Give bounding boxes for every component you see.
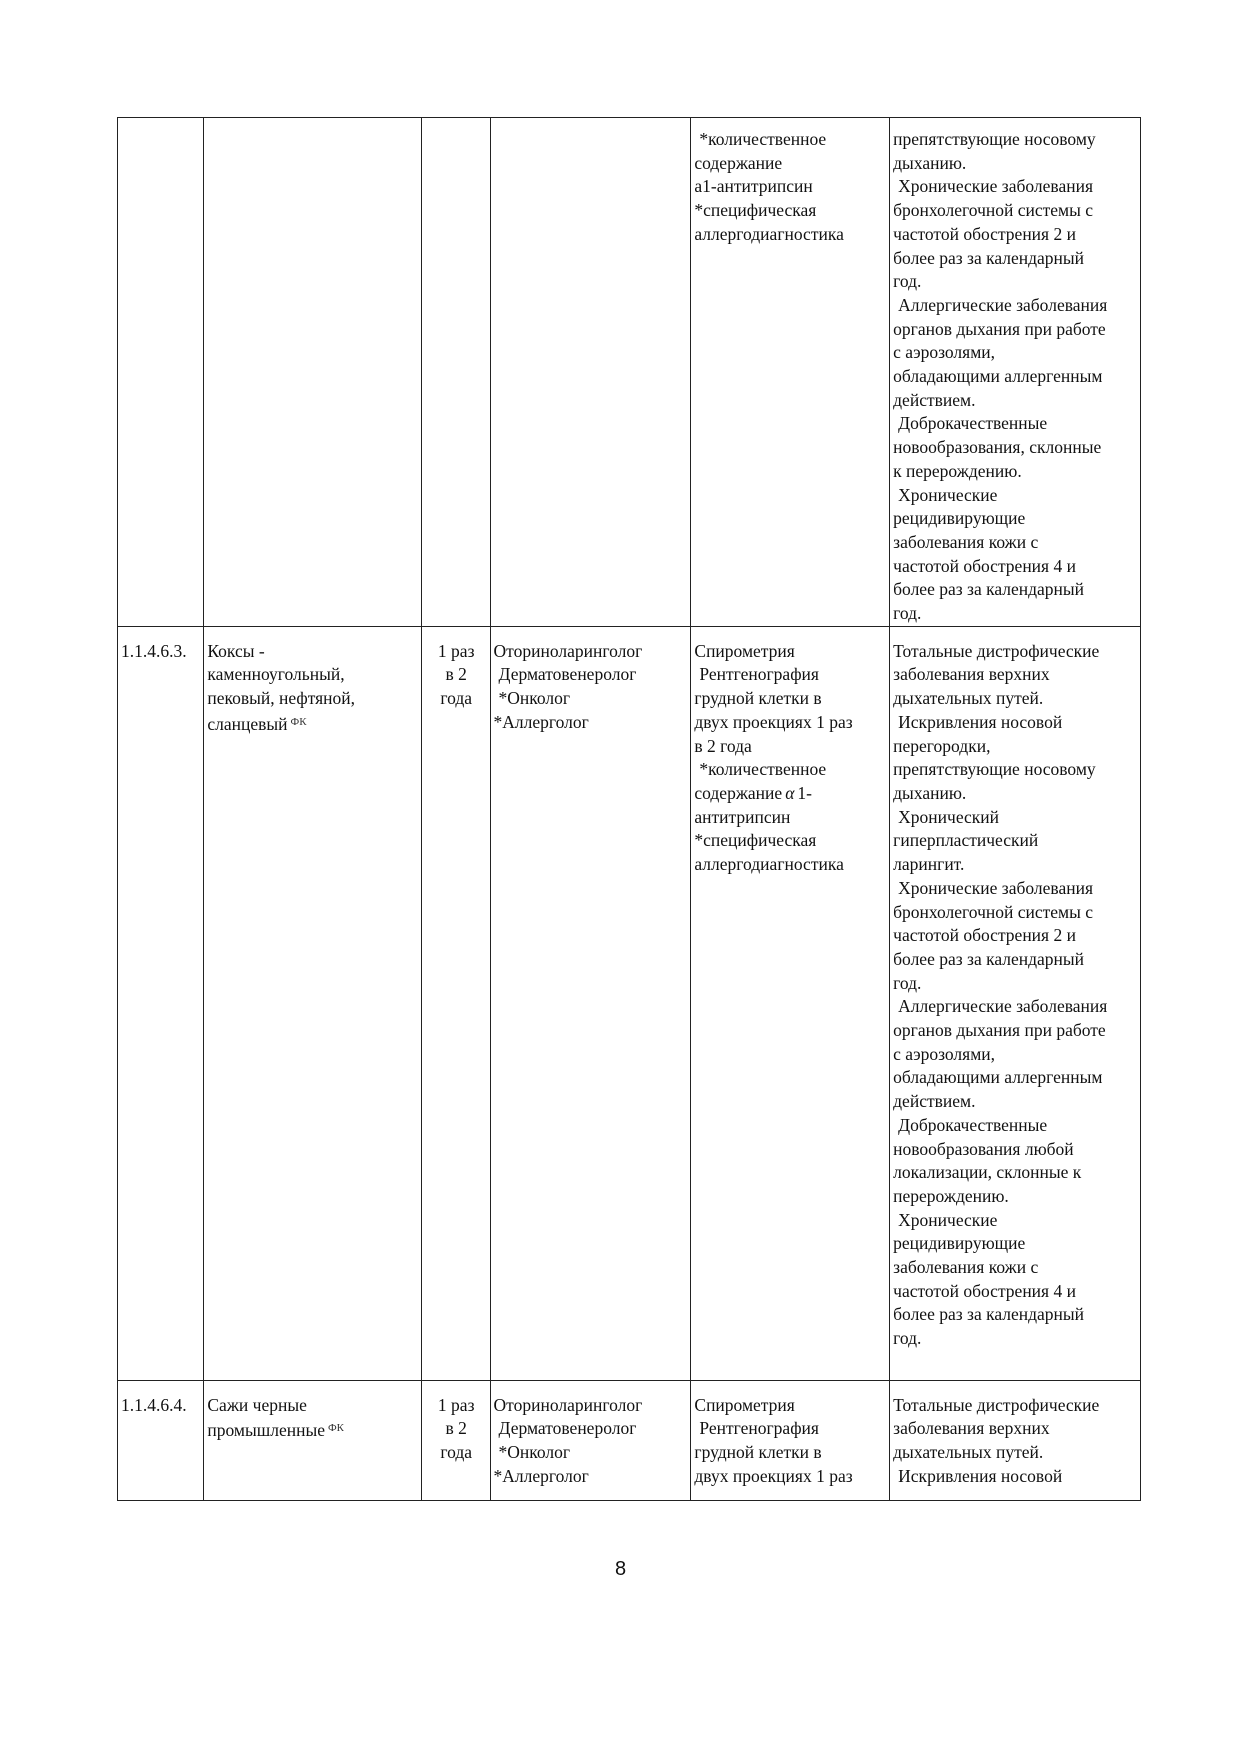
contraindication-line: ларингит. bbox=[893, 854, 965, 875]
contraindication-line: Тотальные дистрофические bbox=[893, 1394, 1100, 1415]
periodicity-line: 1 раз bbox=[437, 1394, 475, 1415]
contraindication-line: более раз за календарный bbox=[893, 579, 1085, 600]
specialists-cell bbox=[490, 1380, 691, 1500]
contraindication-line: препятствующие носовому bbox=[893, 759, 1096, 780]
contraindication-line: год. bbox=[893, 271, 922, 292]
research-line: содержание bbox=[694, 152, 783, 173]
row-code: 1.1.4.6.4. bbox=[121, 1394, 187, 1415]
research-line: антитрипсин bbox=[694, 806, 791, 827]
factor-name-line: сланцевый bbox=[207, 713, 288, 734]
contraindication-line: частотой обострения 2 и bbox=[893, 925, 1076, 946]
research-line: *количественное bbox=[699, 129, 827, 149]
factor-name-line: промышленные bbox=[207, 1420, 325, 1441]
research-line: Рентгенография bbox=[699, 664, 819, 685]
contraindication-line: бронхолегочной системы с bbox=[893, 200, 1094, 221]
factor-name-cell bbox=[204, 118, 422, 627]
contraindication-line: Искривления носовой bbox=[898, 1465, 1063, 1486]
contraindication-line: органов дыхания при работе bbox=[893, 1020, 1106, 1041]
specialist-line: *Аллерголог bbox=[493, 1465, 589, 1486]
factor-name-line: пековый, нефтяной, bbox=[207, 688, 356, 709]
factor-name-cell bbox=[204, 626, 422, 1380]
contraindication-line: гиперпластический bbox=[893, 830, 1039, 851]
table-row bbox=[118, 626, 1141, 1380]
contraindication-line: Хронический bbox=[898, 806, 1000, 827]
periodicity-cell bbox=[421, 626, 490, 1380]
contraindication-line: обладающими аллергенным bbox=[893, 1067, 1103, 1088]
research-cell bbox=[691, 1380, 890, 1500]
contraindication-line: частотой обострения 4 и bbox=[893, 1280, 1076, 1301]
periodicity-line: в 2 bbox=[445, 1418, 467, 1439]
contraindication-line: локализации, склонные к bbox=[893, 1162, 1082, 1183]
contraindication-line: препятствующие носовому bbox=[893, 129, 1096, 149]
research-line: *количественное bbox=[699, 759, 827, 780]
code-cell bbox=[118, 1380, 204, 1500]
contraindication-line: заболевания верхних bbox=[893, 664, 1050, 685]
code-cell bbox=[118, 626, 204, 1380]
contraindications-cell bbox=[890, 1380, 1141, 1500]
contraindication-line: перегородки, bbox=[893, 735, 991, 756]
research-line: двух проекциях 1 раз bbox=[694, 711, 853, 732]
contraindication-line: органов дыхания при работе bbox=[893, 318, 1106, 339]
specialist-line: Дерматовенеролог bbox=[498, 1418, 637, 1439]
contraindication-line: рецидивирующие bbox=[893, 1233, 1026, 1254]
table-row bbox=[118, 1380, 1141, 1500]
contraindication-line: Хронические bbox=[898, 484, 998, 505]
alpha-suffix: 1- bbox=[797, 782, 812, 803]
code-cell bbox=[118, 118, 204, 627]
contraindication-line: новообразования любой bbox=[893, 1138, 1074, 1159]
contraindication-line: Тотальные дистрофические bbox=[893, 640, 1100, 661]
periodicity-cell bbox=[421, 118, 490, 627]
contraindication-line: с аэрозолями, bbox=[893, 1043, 996, 1064]
table-row bbox=[118, 118, 1141, 627]
research-line: а1-антитрипсин bbox=[694, 176, 813, 197]
research-line: Спирометрия bbox=[694, 640, 795, 661]
factor-name-line: Коксы - bbox=[207, 640, 265, 661]
specialist-line: *Онколог bbox=[498, 688, 571, 709]
research-cell bbox=[691, 626, 890, 1380]
periodicity-line: в 2 bbox=[445, 664, 467, 685]
contraindication-line: обладающими аллергенным bbox=[893, 366, 1103, 387]
contraindication-line: новообразования, склонные bbox=[893, 437, 1102, 458]
contraindication-line: дыханию. bbox=[893, 782, 967, 803]
contraindications-cell bbox=[890, 118, 1141, 627]
research-line: грудной клетки в bbox=[694, 1442, 822, 1463]
contraindication-line: рецидивирующие bbox=[893, 508, 1026, 529]
specialist-line: Оториноларинголог bbox=[493, 1394, 643, 1415]
contraindication-line: Искривления носовой bbox=[898, 711, 1063, 732]
contraindication-line: Хронические заболевания bbox=[898, 176, 1093, 197]
specialists-cell bbox=[490, 626, 691, 1380]
fk-mark: ФК bbox=[327, 1422, 345, 1435]
contraindication-line: год. bbox=[893, 603, 922, 624]
contraindication-line: более раз за календарный bbox=[893, 1304, 1085, 1325]
research-line: *специфическая bbox=[694, 200, 817, 221]
contraindication-line: год. bbox=[893, 1328, 922, 1349]
factor-name-line: каменноугольный, bbox=[207, 664, 345, 685]
periodicity-line: года bbox=[440, 1442, 473, 1463]
contraindication-line: более раз за календарный bbox=[893, 948, 1085, 969]
factor-name-line: Сажи черные bbox=[207, 1394, 307, 1415]
research-line: аллергодиагностика bbox=[694, 854, 844, 875]
specialist-line: Оториноларинголог bbox=[493, 640, 643, 661]
contraindication-line: с аэрозолями, bbox=[893, 342, 996, 363]
specialist-line: Дерматовенеролог bbox=[498, 664, 637, 685]
specialist-line: *Аллерголог bbox=[493, 711, 589, 732]
contraindication-line: заболевания кожи с bbox=[893, 531, 1039, 552]
factor-name-cell bbox=[204, 1380, 422, 1500]
research-line: Рентгенография bbox=[699, 1418, 819, 1439]
contraindication-line: дыханию. bbox=[893, 152, 967, 173]
contraindication-line: заболевания кожи с bbox=[893, 1257, 1039, 1278]
contraindication-line: частотой обострения 2 и bbox=[893, 223, 1076, 244]
contraindication-line: Аллергические заболевания bbox=[898, 996, 1108, 1017]
research-cell bbox=[691, 118, 890, 627]
contraindication-line: Аллергические заболевания bbox=[898, 294, 1108, 315]
page-number: 8 bbox=[614, 1558, 627, 1580]
research-line: двух проекциях 1 раз bbox=[694, 1465, 853, 1486]
contraindication-line: частотой обострения 4 и bbox=[893, 555, 1076, 576]
contraindication-line: бронхолегочной системы с bbox=[893, 901, 1094, 922]
periodicity-line: 1 раз bbox=[437, 640, 475, 661]
research-line: *специфическая bbox=[694, 830, 817, 851]
periodicity-line: года bbox=[440, 688, 473, 709]
contraindication-line: Хронические заболевания bbox=[898, 877, 1093, 898]
alpha-symbol: α bbox=[785, 782, 795, 803]
periodicity-cell bbox=[421, 1380, 490, 1500]
row-code: 1.1.4.6.3. bbox=[121, 640, 187, 661]
specialists-cell bbox=[490, 118, 691, 627]
research-line: в 2 года bbox=[694, 735, 752, 756]
contraindication-line: действием. bbox=[893, 1091, 976, 1112]
research-line: Спирометрия bbox=[694, 1394, 795, 1415]
contraindication-line: более раз за календарный bbox=[893, 247, 1085, 268]
contraindication-line: дыхательных путей. bbox=[893, 1442, 1044, 1463]
research-line: содержание bbox=[694, 782, 783, 803]
fk-mark: ФК bbox=[290, 715, 307, 728]
contraindication-line: перерождению. bbox=[893, 1185, 1009, 1206]
contraindication-line: дыхательных путей. bbox=[893, 688, 1044, 709]
contraindication-line: Доброкачественные bbox=[898, 1114, 1048, 1135]
contraindication-line: заболевания верхних bbox=[893, 1418, 1050, 1439]
contraindications-cell bbox=[890, 626, 1141, 1380]
specialist-line: *Онколог bbox=[498, 1442, 571, 1463]
contraindication-line: год. bbox=[893, 972, 922, 993]
research-line: грудной клетки в bbox=[694, 688, 822, 709]
contraindication-line: к перерождению. bbox=[893, 460, 1022, 481]
research-line: аллергодиагностика bbox=[694, 223, 844, 244]
contraindication-line: действием. bbox=[893, 389, 976, 410]
contraindication-line: Хронические bbox=[898, 1209, 998, 1230]
contraindications-table bbox=[117, 117, 1141, 1501]
contraindication-line: Доброкачественные bbox=[898, 413, 1048, 434]
